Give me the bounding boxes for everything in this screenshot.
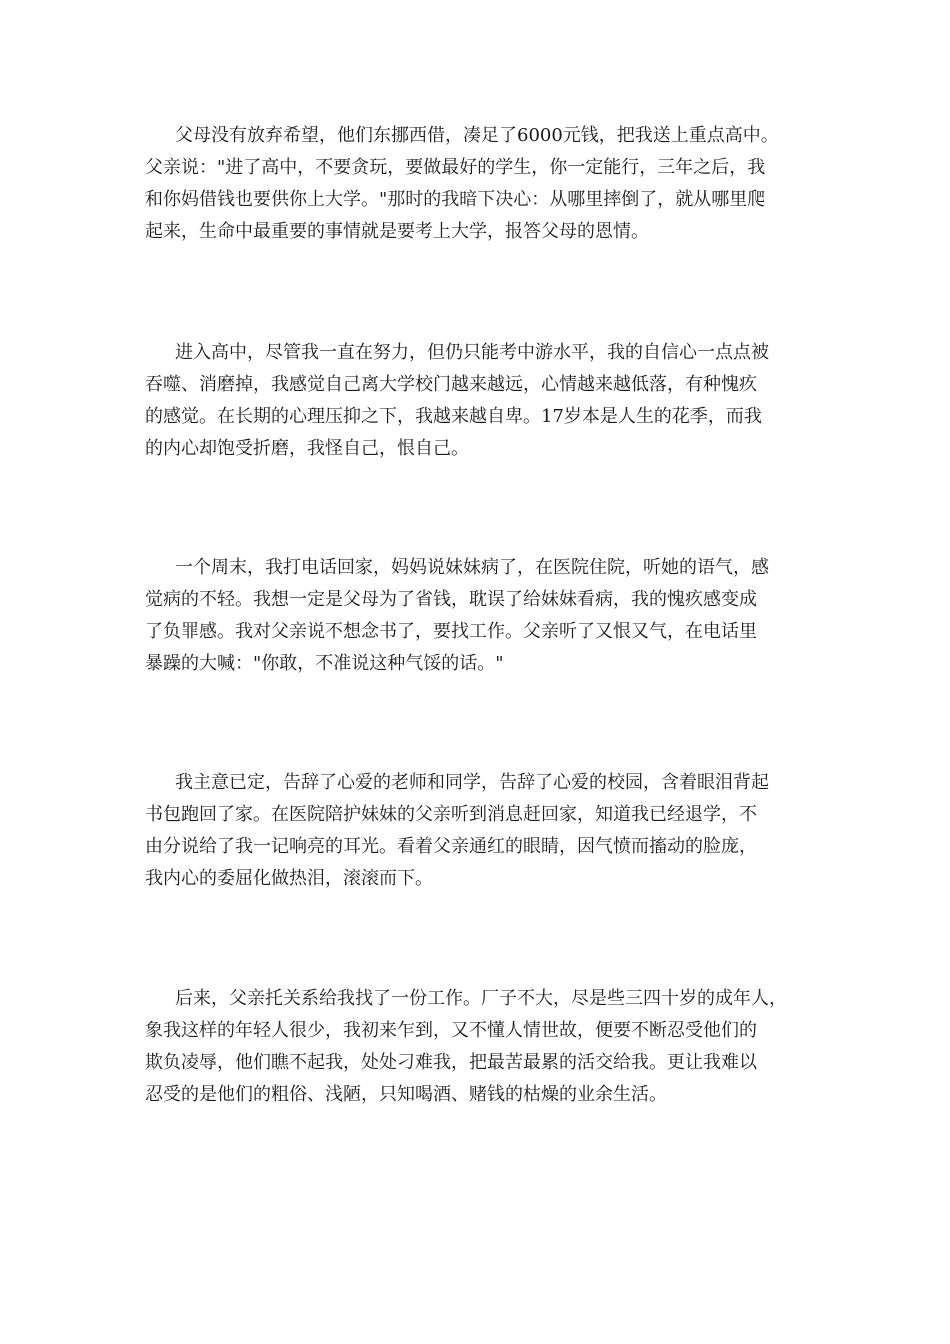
paragraph-line: 觉病的不轻。我想一定是父母为了省钱，耽误了给妹妹看病，我的愧疚感变成 <box>145 589 757 610</box>
paragraph-1 <box>145 120 835 248</box>
paragraph-line: 后来，父亲托关系给我找了一份工作。厂子不大，尽是些三四十岁的成年人， <box>175 988 787 1009</box>
paragraph-line: 由分说给了我一记响亮的耳光。看着父亲通红的眼睛，因气愤而搐动的脸庞， <box>145 836 757 857</box>
paragraph-line: 了负罪感。我对父亲说不想念书了，要找工作。父亲听了又恨又气，在电话里 <box>145 621 757 642</box>
paragraph-line: 的内心却饱受折磨，我怪自己，恨自己。 <box>145 438 469 459</box>
paragraph-5 <box>145 983 835 1111</box>
paragraph-line: 欺负凌辱，他们瞧不起我，处处刁难我，把最苦最累的活交给我。更让我难以 <box>145 1052 757 1073</box>
paragraph-line: 进入高中，尽管我一直在努力，但仍只能考中游水平，我的自信心一点点被 <box>175 342 769 363</box>
paragraph-line: 吞噬、消磨掉，我感觉自己离大学校门越来越远，心情越来越低落，有种愧疚 <box>145 374 757 395</box>
paragraph-4 <box>145 767 835 895</box>
paragraph-line: 暴躁的大喊："你敢，不准说这种气馁的话。" <box>145 653 504 674</box>
paragraph-line: 父母没有放弃希望，他们东挪西借，凑足了6000元钱，把我送上重点高中。 <box>175 125 779 146</box>
paragraph-line: 一个周末，我打电话回家，妈妈说妹妹病了，在医院住院，听她的语气，感 <box>175 557 769 578</box>
paragraph-line: 书包跑回了家。在医院陪护妹妹的父亲听到消息赶回家，知道我已经退学，不 <box>145 804 757 825</box>
paragraph-line: 起来，生命中最重要的事情就是要考上大学，报答父母的恩情。 <box>145 221 649 242</box>
paragraph-line: 忍受的是他们的粗俗、浅陋，只知喝酒、赌钱的枯燥的业余生活。 <box>145 1084 667 1105</box>
paragraph-line: 的感觉。在长期的心理压抑之下，我越来越自卑。17岁本是人生的花季，而我 <box>145 406 762 427</box>
paragraph-2 <box>145 337 835 465</box>
paragraph-line: 和你妈借钱也要供你上大学。"那时的我暗下决心：从哪里摔倒了，就从哪里爬 <box>145 189 766 210</box>
paragraph-3 <box>145 552 835 680</box>
paragraph-line: 父亲说："进了高中，不要贪玩，要做最好的学生，你一定能行，三年之后，我 <box>145 157 766 178</box>
paragraph-line: 我主意已定，告辞了心爱的老师和同学，告辞了心爱的校园，含着眼泪背起 <box>175 772 769 793</box>
paragraph-line: 象我这样的年轻人很少，我初来乍到，又不懂人情世故，便要不断忍受他们的 <box>145 1020 757 1041</box>
paragraph-line: 我内心的委屈化做热泪，滚滚而下。 <box>145 868 433 889</box>
